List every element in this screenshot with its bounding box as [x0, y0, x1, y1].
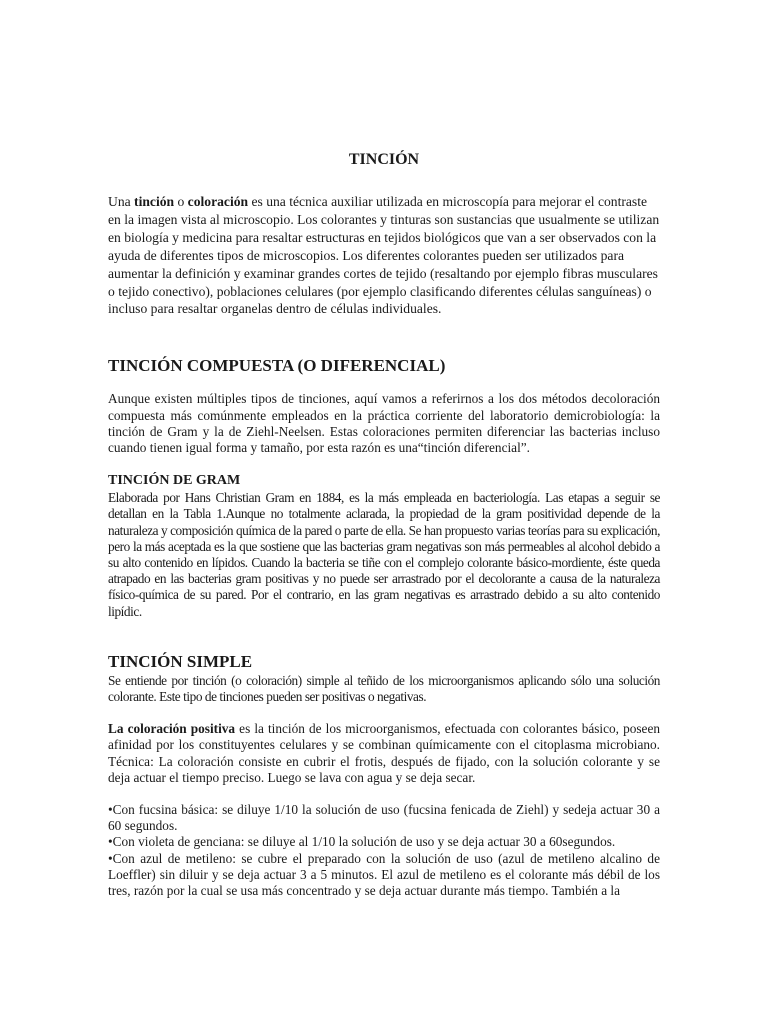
paragraph-tincion-de-gram: Elaborada por Hans Christian Gram en 1884, es la más empleada en bacteriología. Las etapas a seguir se detallan en la Tabla 1.Aunque no totalmente aclarada, la propiedad de la gram positividad depende de la naturaleza y composición química de la pared o parte de ella. Se han propuesto varias teorías para su explicación, pero la más aceptada es la que sostiene que las bacterias gram negativas son más permeables al alcohol debido a su alto contenido en lípidos. Cuando la bacteria se tiñe con el complejo colorante básico-mordiente, éste queda atrapado en las bacterias gram positivas y no puede ser arrastrado por el decolorante a causa de la naturaleza físico-química de su pared. Por el contrario, en las gram negativas es arrastrado debido a su alto contenido lipídic. [108, 490, 660, 619]
term-coloracion-positiva: La coloración positiva [108, 721, 236, 737]
coloracion-positiva-text: es la tinción de los microorganismos, efectuada con colorantes básico, poseen afinidad por los constituyentes celulares y se combinan químicamente con el citoplasma microbiano. Técnica: La coloración consiste en cubrir el frotis, después de fijado, con la solución colorante y se deja actuar el tiempo preciso. Luego se lava con agua y se deja secar. [108, 721, 660, 785]
bullet-list [108, 802, 660, 899]
heading-tincion-compuesta: TINCIÓN COMPUESTA (O DIFERENCIAL) [108, 356, 446, 376]
intro-connector: o [174, 194, 188, 209]
intro-prefix: Una [108, 194, 135, 209]
document-content [108, 150, 660, 899]
intro-paragraph [108, 193, 660, 318]
intro-text: es una técnica auxiliar utilizada en microscopía para mejorar el contraste en la imagen vista al microscopio. Los colorantes y tinturas son sustancias que usualmente se utilizan en biología y medicina para resaltar estructuras en tejidos biológicos que van a ser observados con la ayuda de diferentes tipos de microscopios. Los diferentes colorantes pueden ser utilizados para aumentar la definición y examinar grandes cortes de tejido (resaltando por ejemplo fibras musculares o tejido conectivo), poblaciones celulares (por ejemplo clasificando diferentes células sanguíneas) o incluso para resaltar organelas dentro de células individuales. [108, 194, 660, 317]
intro-term-tincion: tinción [134, 194, 175, 209]
list-item: •Con fucsina básica: se diluye 1/10 la solución de uso (fucsina fenicada de Ziehl) y sedeja actuar 30 a 60 segundos. [108, 802, 660, 834]
heading-tincion-de-gram: TINCIÓN DE GRAM [108, 473, 241, 489]
list-item: •Con azul de metileno: se cubre el preparado con la solución de uso (azul de metileno alcalino de Loeffler) sin diluir y se deja actuar 3 a 5 minutos. El azul de metileno es el colorante más débil de los tres, razón por la cual se usa más concentrado y se deja actuar durante más tiempo. También a la [108, 850, 660, 899]
list-item: •Con violeta de genciana: se diluye al 1/10 la solución de uso y se deja actuar 30 a 60segundos. [108, 834, 616, 850]
heading-tincion-simple: TINCIÓN SIMPLE [108, 651, 253, 671]
paragraph-coloracion-positiva [108, 721, 660, 786]
document-title: TINCIÓN [348, 151, 420, 168]
paragraph-tincion-compuesta: Aunque existen múltiples tipos de tinciones, aquí vamos a referirnos a los dos métodos decoloración compuesta más comúnmente empleados en la práctica corriente del laboratorio demicrobiología: la tinción de Gram y la de Ziehl-Neelsen. Estas coloraciones permiten diferenciar las bacterias incluso cuando tienen igual forma y tamaño, por esta razón es una“tinción diferencial”. [108, 391, 660, 455]
intro-term-coloracion: coloración [187, 194, 249, 209]
paragraph-tincion-simple: Se entiende por tinción (o coloración) simple al teñido de los microorganismos aplicando sólo una solución colorante. Este tipo de tinciones pueden ser positivas o negativas. [108, 672, 660, 704]
